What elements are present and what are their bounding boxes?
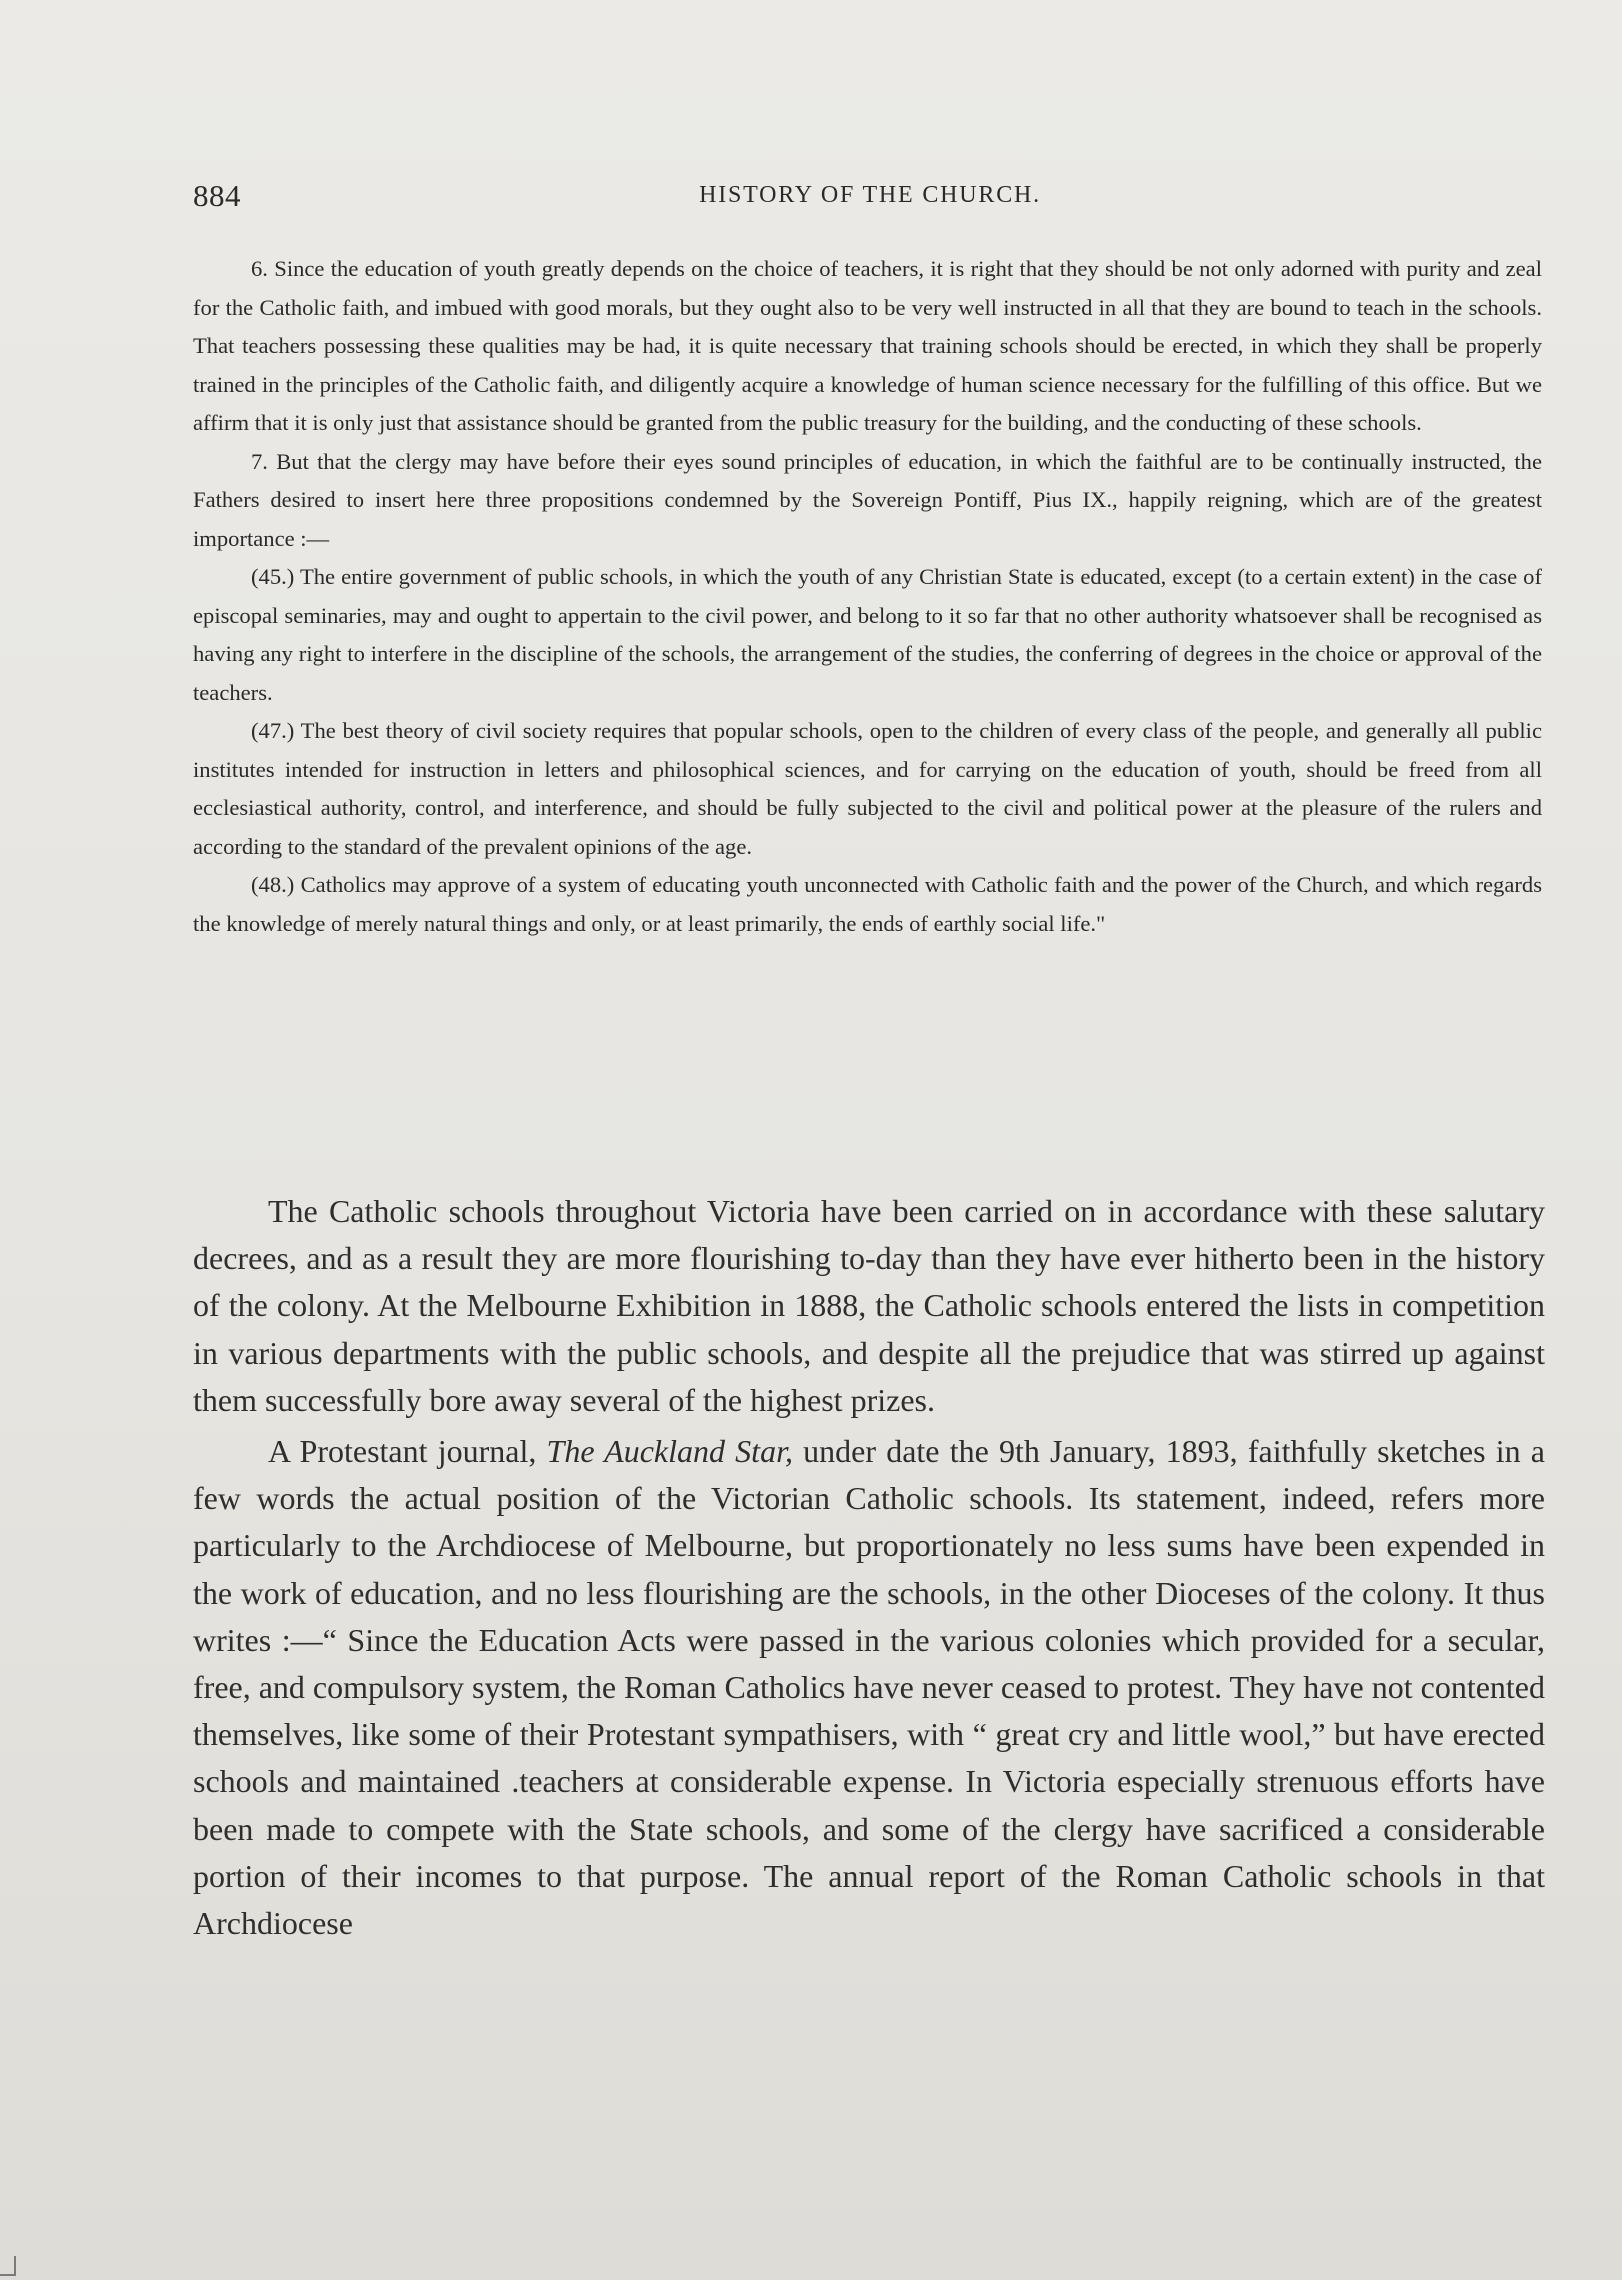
- running-head: [193, 178, 1547, 218]
- body-paragraph-auckland-star: [193, 1428, 1545, 1947]
- proposition-45: (45.) The entire government of public schools, in which the youth of any Christian State is educated, except (to a certain extent) in the case of episcopal seminaries, may and ought to appertain to the civil power, and belong to it so far that no other authority whatsoever shall be recognised as having any right to interfere in the discipline of the schools, the arrangement of the studies, the conferring of degrees in the choice or approval of the teachers.: [193, 564, 1542, 705]
- page-corner-mark: [0, 2256, 16, 2276]
- proposition-48: (48.) Catholics may approve of a system of educating youth unconnected with Catholic faith and the power of the Church, and which regards the knowledge of merely natural things and only, or at least primarily, the ends of earthly social life.": [193, 872, 1542, 936]
- decree-paragraph-7: 7. But that the clergy may have before their eyes sound principles of education, in which the faithful are to be continually instructed, the Fathers desired to insert here three propositions condemned by the Sovereign Pontiff, Pius IX., happily reigning, which are of the greatest importance :—: [193, 448, 1542, 551]
- paragraph-continuation-text: under date the 9th January, 1893, faithfully sketches in a few words the actual position of the Victorian Catholic schools. Its statement, indeed, refers more particularly to the Archdiocese of Melbourne, but proportionately no less sums have been expended in the work of education, and no less flourishing are the schools, in the other Dioceses of the colony. It thus writes :—“ Since the Education Acts were passed in the various colonies which provided for a secular, free, and compulsory system, the Roman Catholics have never ceased to protest. They have not contented themselves, like some of their Protestant sympathisers, with “ great cry and little wool,” but have erected schools and maintained .teachers at considerable expense. In Victoria especially strenuous efforts have been made to compete with the State schools, and some of the clergy have sacrificed a considerable portion of their incomes to that purpose. The annual report of the Roman Catholic schools in that Archdiocese: [193, 1433, 1545, 1942]
- proposition-47: (47.) The best theory of civil society requires that popular schools, open to the children of every class of the people, and generally all public institutes intended for instruction in letters and philosophical sciences, and for carrying on the education of youth, should be freed from all ecclesiastical authority, control, and interference, and should be fully subjected to the civil and political power at the pleasure of the rulers and according to the standard of the prevalent opinions of the age.: [193, 718, 1542, 859]
- main-text-block: [193, 1188, 1545, 1947]
- decree-paragraph-6: 6. Since the education of youth greatly depends on the choice of teachers, it is right that they should be not only adorned with purity and zeal for the Catholic faith, and imbued with good morals, but they ought also to be very well instructed in all that they are bound to teach in the schools. That teachers possessing these qualities may be had, it is quite necessary that training schools should be erected, in which they shall be properly trained in the principles of the Catholic faith, and diligently acquire a knowledge of human science necessary for the fulfilling of this office. But we affirm that it is only just that assistance should be granted from the public treasury for the building, and the conducting of these schools.: [193, 256, 1542, 435]
- running-title: HISTORY OF THE CHURCH.: [699, 182, 1041, 208]
- journal-title: The Auckland Star,: [546, 1433, 793, 1470]
- body-paragraph-schools: The Catholic schools throughout Victoria have been carried on in accordance with these salutary decrees, and as a result they are more flourishing to-day than they have ever hitherto been in the history of the colony. At the Melbourne Exhibition in 1888, the Catholic schools entered the lists in competition in various departments with the public schools, and despite all the prejudice that was stirred up against them successfully bore away several of the highest prizes.: [193, 1193, 1545, 1418]
- paragraph-lead-text: A Protestant journal,: [268, 1433, 547, 1470]
- page-number: 884: [193, 178, 241, 213]
- decree-text-block: [193, 250, 1542, 943]
